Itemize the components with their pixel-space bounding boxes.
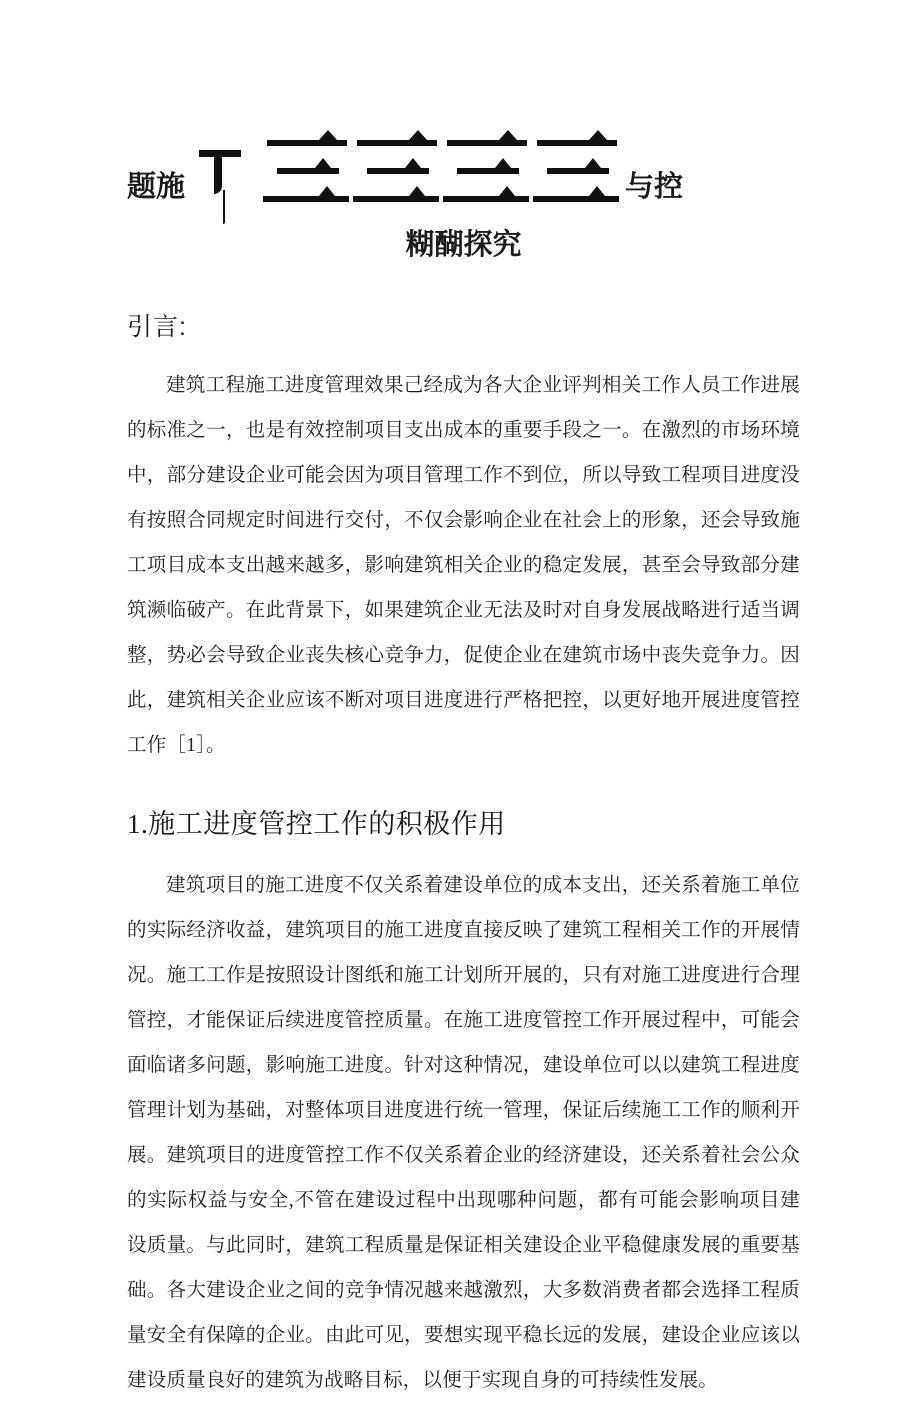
title-prefix-text: 题施 — [127, 171, 186, 203]
title-line-two: 糊醐探究 — [405, 229, 522, 261]
missing-glyph-box-icon — [353, 138, 441, 206]
intro-paragraph: 建筑工程施工进度管理效果己经成为各大企业评判相关工作人员工作进展的标准之一，也是有效控制项目支出成本的重要手段之一。在激烈的市场环境中，部分建设企业可能会因为项目管理工作不到位，所以导致工程项目进度没有按照合同规定时间进行交付，不仅会影响企业在社会上的形象，还会导致施工项目成本支出越来越多，影响建筑相关企业的稳定发展，甚至会导致部分建筑濒临破产。在此背景下，如果建筑企业无法及时对自身发展战略进行适当调整，势必会导致企业丧失核心竞争力，促使企业在建筑市场中丧失竞争力。因此，建筑相关企业应该不断对项目进度进行严格把控，以更好地开展进度管控工作［1］。 — [127, 375, 800, 756]
title-line-one — [127, 132, 800, 206]
section-1-paragraph: 建筑项目的施工进度不仅关系着建设单位的成本支出，还关系着施工单位的实际经济收益，建筑项目的施工进度直接反映了建筑工程相关工作的开展情况。施工工作是按照设计图纸和施工计划所开展的，只有对施工进度进行合理管控，才能保证后续进度管控质量。在施工进度管控工作开展过程中，可能会面临诸多问题，影响施工进度。针对这种情况，建设单位可以以建筑工程进度管理计划为基础，对整体项目进度进行统一管理，保证后续施工工作的顺利开展。建筑项目的进度管控工作不仅关系着企业的经济建设，还关系着社会公众的实际权益与安全,不管在建设过程中出现哪种问题，都有可能会影响项目建设质量。与此同时，建筑工程质量是保证相关建设企业平稳健康发展的重要基础。各大建设企业之间的竞争情况越来越激烈，大多数消费者都会选择工程质量安全有保障的企业。由此可见，要想实现平稳长远的发展，建设企业应该以建设质量良好的建筑为战略目标，以便于实现自身的可持续性发展。 — [127, 875, 800, 1391]
missing-glyph-box-icon — [263, 138, 351, 206]
missing-glyph-box-icon — [533, 138, 621, 206]
missing-glyph-tee-icon — [197, 144, 243, 206]
missing-glyph-box-icon — [443, 138, 531, 206]
title-suffix-text: 与控 — [625, 171, 684, 203]
section-heading-1: 1.施工进度管控工作的积极作用 — [127, 809, 506, 839]
lead-heading: 引言: — [127, 313, 187, 341]
document-title — [127, 0, 800, 263]
missing-glyph-group — [263, 138, 623, 206]
